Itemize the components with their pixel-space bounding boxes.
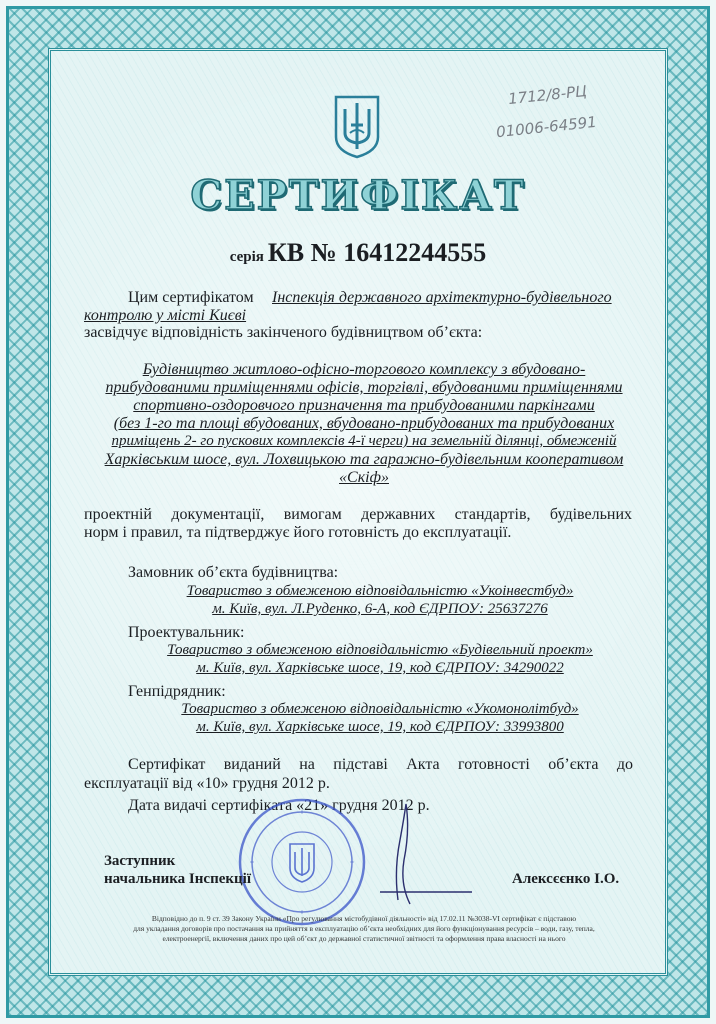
footnote-line2: для укладання договорів про постачання на прийняття в експлуатацію об’єкта необхідних для його функціонування ресурсів – води, газу, тепла, bbox=[133, 924, 595, 933]
object-description-line: прибудованими приміщеннями офісів, торгівлі, вбудованими приміщеннями bbox=[105, 379, 623, 396]
footnote-line3: електроенергії, включення даних про цей об’єкт до державної статистичної звітності та оформлення права власності на нього bbox=[162, 934, 566, 943]
contractor-label: Генпідрядник: bbox=[128, 683, 226, 700]
contractor-address: м. Київ, вул. Харківське шосе, 19, код ЄДРПОУ: 33993800 bbox=[196, 719, 564, 735]
signatory-position-line1: Заступник bbox=[104, 853, 176, 869]
customer-label: Замовник об’єкта будівництва: bbox=[128, 564, 339, 581]
object-description-line: спортивно-оздоровчого призначення та прибудованими паркінгами bbox=[133, 397, 595, 414]
certifies-text: засвідчує відповідність закінченого будівництвом об’єкта: bbox=[84, 324, 483, 341]
contractor-name: Товариство з обмеженою відповідальністю «Укомонолітбуд» bbox=[181, 701, 579, 717]
handwritten-registration-note: 1712/8-РЦ bbox=[507, 81, 588, 109]
compliance-line2: норм і правил, та підтверджує його готовність до експлуатації. bbox=[84, 524, 512, 541]
signature-icon bbox=[340, 800, 480, 910]
footnote-line1: Відповідно до п. 9 ст. 39 Закону України «Про регулювання містобудівної діяльності» від 17.02.11 №3038-VI сертифікат є підставою bbox=[151, 914, 577, 923]
inspection-name-line1: Інспекція державного архітектурно-будівельного bbox=[272, 289, 612, 306]
compliance-line1: проектній документації, вимогам державних стандартів, будівельних bbox=[84, 506, 632, 523]
object-description-line: «Скіф» bbox=[339, 469, 389, 486]
certificate-title: СЕРТИФІКАТ bbox=[190, 172, 526, 219]
designer-name: Товариство з обмеженою відповідальністю «Будівельний проект» bbox=[167, 642, 593, 658]
intro-lead: Цим сертифікатом bbox=[128, 289, 254, 306]
object-description-line: Харківським шосе, вул. Лохвицькою та гаражно-будівельним кооперативом bbox=[104, 451, 624, 468]
customer-address: м. Київ, вул. Л.Руденко, 6-А, код ЄДРПОУ: 25637276 bbox=[212, 601, 548, 617]
designer-address: м. Київ, вул. Харківське шосе, 19, код ЄДРПОУ: 34290022 bbox=[196, 660, 564, 676]
handwritten-code-note: 01006-64591 bbox=[495, 112, 598, 142]
object-description-line: приміщень 2- го пускових комплексів 4-ї черги) на земельній ділянці, обмеженій bbox=[111, 433, 617, 449]
signatory-name: Алексєєнко І.О. bbox=[512, 871, 620, 887]
basis-line1: Сертифікат виданий на підставі Акта готовності об’єкта до bbox=[128, 756, 633, 773]
basis-line2: експлуатації від «10» грудня 2012 р. bbox=[84, 775, 330, 792]
customer-name: Товариство з обмеженою відповідальністю «Укоінвестбуд» bbox=[186, 583, 574, 599]
object-description-line: (без 1-го та площі вбудованих, вбудовано-прибудованих та прибудованих bbox=[113, 415, 615, 432]
series-code: КВ № 16412244555 bbox=[267, 238, 487, 267]
issue-date: Дата видачі сертифіката «21» грудня 2012 р. bbox=[128, 797, 430, 814]
inspection-name-line2: контролю у місті Києві bbox=[84, 307, 247, 324]
object-description-line: Будівництво житлово-офісно-торгового комплексу з вбудовано- bbox=[142, 361, 586, 378]
certificate-series bbox=[0, 238, 716, 268]
signatory-position-line2: начальника Інспекції bbox=[104, 871, 251, 887]
trident-emblem-icon bbox=[332, 95, 382, 159]
designer-label: Проектувальник: bbox=[128, 624, 245, 641]
series-prefix: серія bbox=[229, 249, 264, 265]
